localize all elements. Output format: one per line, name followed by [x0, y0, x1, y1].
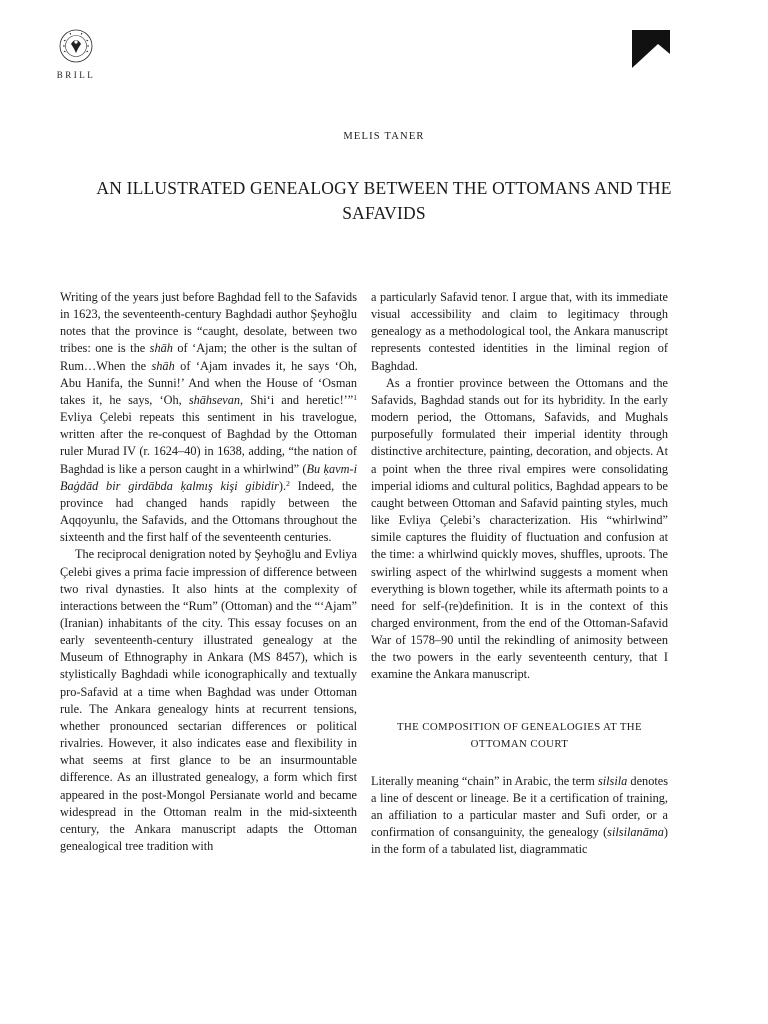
paragraph: Literally meaning “chain” in Arabic, the term silsila denotes a line of descent or lineage. Be it a certification of training, an affiliation to a particular master and Sufi order, or a confirmation of consanguinity, the genealogy (silsilanāma) in the form of a tabulated list, diagrammatic: [371, 773, 668, 857]
body-column-right: [371, 289, 668, 858]
body-column-left: [60, 289, 357, 855]
paragraph: As a frontier province between the Ottomans and the Safavids, Baghdad stands out for its hybridity. In the early modern period, the Ottomans, Safavids, and Mughals purposefully formulated their imperial identity through distinctive architecture, painting, decoration, and objects. At a point when the three rival empires were consolidating imperial idioms and cultural politics, Baghdad appears to be caught between Ottoman and Safavid painting styles, much like Evliya Çelebi’s characterization. His “whirlwind” simile captures the fluidity of fluctuation and confusion at the time: a whirlwind quickly moves, shuffles, uproots. The swirling aspect of the whirlwind suggests a moment when everything is blown together, while its aftermath points to a need for self-(re)definition. It is in the context of this charged environment, from the end of the Ottoman-Safavid War of 1578–90 until the rekindling of animosity between the two powers in the early seventeenth century, that I examine the Ankara manuscript.: [371, 375, 668, 682]
paragraph: a particularly Safavid tenor. I argue that, with its immediate visual accessibility and claim to legitimacy through genealogy as a methodological tool, the Ankara manuscript represents contested identities in the liminal region of Baghdad.: [371, 290, 668, 373]
footnote-ref[interactable]: 1: [353, 392, 357, 402]
section-heading: THE COMPOSITION OF GENEALOGIES AT THE OTTOMAN COURT: [396, 720, 643, 750]
article-title: AN ILLUSTRATED GENEALOGY BETWEEN THE OTTOMANS AND THE SAFAVIDS: [96, 178, 672, 223]
paragraph: The reciprocal denigration noted by Şeyhoğlu and Evliya Çelebi gives a prima facie impression of difference between two rival dynasties. It also hints at the complexity of interactions between the “Rum” (Ottoman) and the “‘Ajam” (Iranian) inhabitants of the city. This essay focuses on an early seventeenth-century illustrated genealogy at the Museum of Ethnography in Ankara (MS 8457), which is stylistically Baghdadi while iconographically and textually pro-Safavid at a time when Baghdad was under Ottoman rule. The Ankara genealogy hints at recurrent tensions, whether pronounced sectarian differences or political rivalries. However, it also indicates ease and flexibility in what seems at first glance to be an insurmountable difference. As an illustrated genealogy, a form which first appeared in the post-Mongol Persianate world and became widespread in the Ottoman realm in the mid-sixteenth century, the Ankara manuscript adapts the Ottoman genealogical tree tradition with: [60, 547, 357, 853]
article-author: MELIS TANER: [343, 131, 425, 142]
paragraph: Writing of the years just before Baghdad fell to the Safavids in 1623, the seventeenth-century Baghdadi author Şeyhoğlu notes that the province is “caught, desolate, between two tribes: one is the shāh of ‘Ajam; the other is the sultan of Rum…When the shāh of ‘Ajam invades it, he says ‘Oh, Abu Hanifa, the Sunni!’ And when the House of ‘Osman takes it, he says, ‘Oh, shāhsevan, Shi‘i and heretic!’”$^1$ Evliya Çelebi repeats this sentiment in his travelogue, written after the re-conquest of Baghdad by the Ottoman ruler Murad IV (r. 1624–40) in 1638, adding, “the nation of Baghdad is like a person caught in a whirlwind” (Bu ḳavm-i Baġdād bir girdābda ḳalmış kişi gibidir).$^2$ Indeed, the province had changed hands rapidly between the Aqqoyunlu, the Safavids, and the Ottomans throughout the sixteenth and the first half of the seventeenth centuries.: [60, 290, 358, 545]
publisher-seal-icon: [58, 28, 94, 64]
footnote-ref[interactable]: 2: [286, 478, 290, 488]
brill-logo: [52, 28, 100, 80]
corner-mark-icon: [632, 30, 670, 68]
publisher-name: BRILL: [56, 70, 96, 80]
